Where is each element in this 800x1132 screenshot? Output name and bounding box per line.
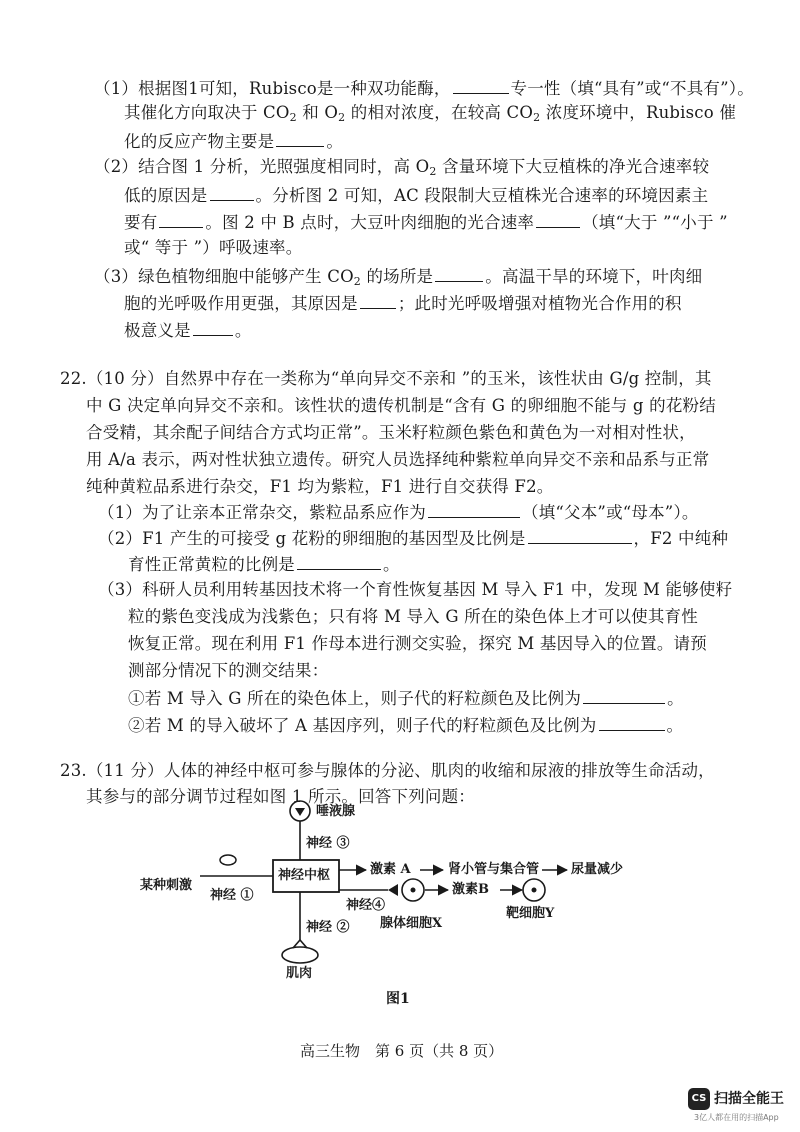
label-target-cell: 靶细胞Y bbox=[506, 906, 555, 921]
q22-line2: 中 G 决定单向异交不亲和。该性状的遗传机制是“含有 G 的卵细胞不能与 g 的花粉结 bbox=[86, 396, 716, 415]
answer-blank[interactable] bbox=[599, 713, 665, 731]
answer-blank[interactable] bbox=[159, 210, 203, 228]
q22-s3-line2: 粒的紫色变浅成为浅紫色；只有将 M 导入 G 所在的染色体上才可以使其育性 bbox=[128, 607, 698, 626]
q21-p3-line1: （3）绿色植物细胞中能够产生 $CO_2$ 的场所是 。高温干旱的环境下，叶肉细 bbox=[94, 264, 702, 288]
q22-case1: ①若 M 导入 G 所在的染色体上，则子代的籽粒颜色及比例为 。 bbox=[128, 686, 684, 710]
q21-p2-line2: 低的原因是 。分析图 2 可知，AC 段限制大豆植株光合速率的环境因素主 bbox=[124, 183, 708, 207]
q22-s1: （1）为了让亲本正常杂交，紫粒品系应作为 （填“父本”或“母本”）。 bbox=[98, 500, 699, 524]
diagram-lines bbox=[130, 798, 650, 998]
answer-blank[interactable] bbox=[435, 264, 483, 282]
q21-p2-line4: 或“ 等于 ”）呼吸速率。 bbox=[124, 238, 303, 257]
answer-blank[interactable] bbox=[360, 291, 396, 309]
target-cell-y-nucleus bbox=[532, 888, 537, 893]
label-hormone-a: 激素 A bbox=[370, 862, 411, 877]
scanner-watermark bbox=[688, 1086, 796, 1128]
label-tubule: 肾小管与集合管 bbox=[448, 862, 540, 877]
label-nerve-2: 神经 ② bbox=[306, 920, 350, 935]
label-stimulus: 某种刺激 bbox=[140, 878, 193, 893]
answer-blank[interactable] bbox=[193, 318, 233, 336]
label-nerve-4: 神经④ bbox=[346, 898, 386, 913]
answer-blank[interactable] bbox=[583, 686, 665, 704]
label-nerve-center: 神经中枢 bbox=[278, 868, 331, 883]
answer-blank[interactable] bbox=[210, 183, 254, 201]
q23-line1: 23.（11 分）人体的神经中枢可参与腺体的分泌、肌肉的收缩和尿液的排放等生命活动， bbox=[60, 761, 715, 780]
q22-s3-line3: 恢复正常。现在利用 F1 作母本进行测交实验，探究 M 基因导入的位置。请预 bbox=[128, 634, 707, 653]
label-muscle: 肌肉 bbox=[286, 966, 313, 981]
figure-1-diagram bbox=[130, 798, 650, 998]
q21-p3-line2: 胞的光呼吸作用更强，其原因是 ；此时光呼吸增强对植物光合作用的积 bbox=[124, 291, 682, 315]
answer-blank[interactable] bbox=[276, 129, 324, 147]
q22-case2: ②若 M 的导入破坏了 A 基因序列，则子代的籽粒颜色及比例为 。 bbox=[128, 713, 683, 737]
q21-p1-line1: （1）根据图1可知，Rubisco是一种双功能酶， 专一性（填“具有”或“不具有”）。 bbox=[94, 76, 754, 100]
q22-s3-line1: （3）科研人员利用转基因技术将一个育性恢复基因 M 导入 F1 中，发现 M 能够使籽 bbox=[98, 580, 733, 599]
figure-caption: 图1 bbox=[386, 991, 410, 1007]
q22-s2-line2: 育性正常黄粒的比例是 。 bbox=[128, 552, 400, 576]
answer-blank[interactable] bbox=[428, 500, 520, 518]
q21-p3-line3: 极意义是 。 bbox=[124, 318, 252, 342]
q22-line3: 合受精，其余配子间结合方式均正常”。玉米籽粒颜色紫色和黄色为一对相对性状， bbox=[86, 423, 696, 442]
q23-line2: 其参与的部分调节过程如图 1 所示。回答下列问题： bbox=[86, 787, 475, 806]
scanner-tagline: 3亿人都在用的扫描App bbox=[694, 1113, 779, 1122]
label-gland-cell: 腺体细胞X bbox=[380, 916, 443, 931]
label-salivary-gland: 唾液腺 bbox=[316, 804, 356, 819]
q22-line5: 纯种黄粒品系进行杂交，F1 均为紫粒，F1 进行自交获得 F2。 bbox=[86, 477, 554, 496]
q22-s3-line4: 测部分情况下的测交结果： bbox=[128, 661, 329, 680]
muscle-icon bbox=[282, 947, 318, 963]
nerve-4-terminal bbox=[388, 884, 398, 896]
q22-line1: 22.（10 分）自然界中存在一类称为“单向异交不亲和 ”的玉米，该性状由 G/g 控制，其 bbox=[60, 369, 712, 388]
receptor-icon bbox=[220, 855, 236, 865]
label-nerve-1: 神经 ① bbox=[210, 888, 254, 903]
label-urine-decrease: 尿量减少 bbox=[571, 862, 624, 877]
q21-p2-line1: （2）结合图 1 分析，光照强度相同时，高 $O_2$ 含量环境下大豆植株的净光合速率较 bbox=[94, 157, 710, 178]
scanner-app-name: 扫描全能王 bbox=[714, 1091, 784, 1107]
gland-cell-x-nucleus bbox=[411, 888, 416, 893]
label-hormone-b: 激素B bbox=[452, 882, 489, 897]
answer-blank[interactable] bbox=[536, 210, 580, 228]
q21-p2-line3: 要有 。图 2 中 B 点时，大豆叶肉细胞的光合速率 （填“大于 ”“小于 ” bbox=[124, 210, 728, 234]
q22-line4: 用 A/a 表示，两对性状独立遗传。研究人员选择纯种紫粒单向异交不亲和品系与正常 bbox=[86, 450, 710, 469]
answer-blank[interactable] bbox=[453, 76, 509, 94]
q22-s2-line1: （2）F1 产生的可接受 g 花粉的卵细胞的基因型及比例是 ，F2 中纯种 bbox=[98, 526, 728, 550]
page-footer: 高三生物 第 6 页（共 8 页） bbox=[300, 1042, 504, 1060]
answer-blank[interactable] bbox=[528, 526, 632, 544]
label-nerve-3: 神经 ③ bbox=[306, 836, 350, 851]
q21-p1-line2: 其催化方向取决于 $CO_2$ 和 $O_2$ 的相对浓度，在较高 $CO_2$ 浓度环境中，Rubisco 催 bbox=[124, 103, 737, 124]
salivary-gland-nucleus bbox=[295, 808, 305, 816]
q21-p1-line3: 化的反应产物主要是 。 bbox=[124, 129, 343, 153]
camscanner-logo-icon: CS bbox=[688, 1088, 710, 1110]
answer-blank[interactable] bbox=[297, 552, 381, 570]
